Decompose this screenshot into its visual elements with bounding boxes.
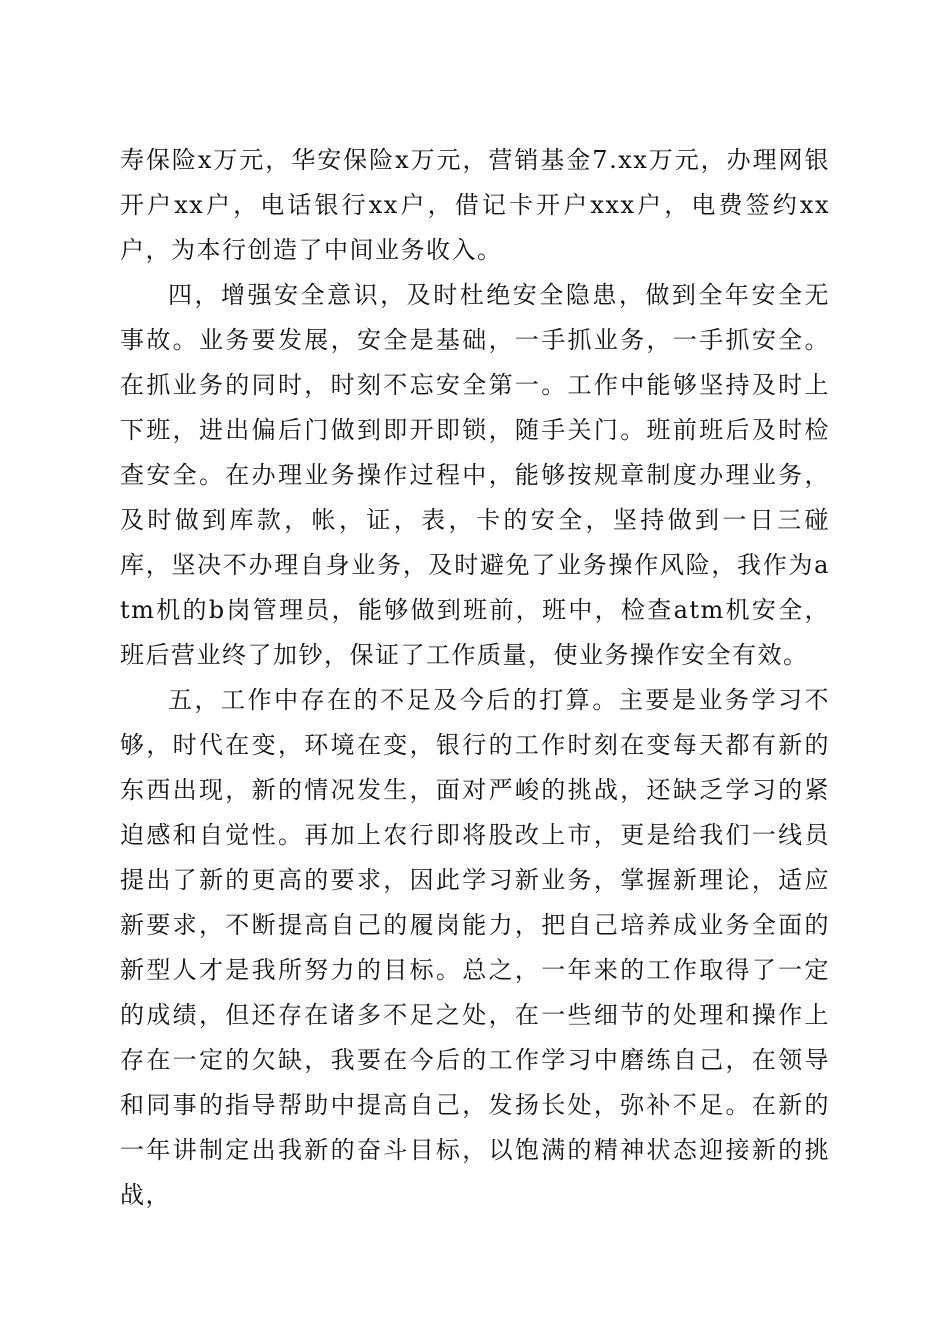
paragraph-section-four-safety: 四，增强安全意识，及时杜绝安全隐患，做到全年安全无事故。业务要发展，安全是基础，一手抓业务，一手抓安全。在抓业务的同时，时刻不忘安全第一。工作中能够坚持及时上下班，进出偏后门做到即开即锁，随手关门。班前班后及时检查安全。在办理业务操作过程中，能够按规章制度办理业务，及时做到库款，帐，证，表，卡的安全，坚持做到一日三碰库，坚决不办理自身业务，及时避免了业务操作风险，我作为atm机的b岗管理员，能够做到班前，班中，检查atm机安全，班后营业终了加钞，保证了工作质量，使业务操作安全有效。 (120, 281, 830, 669)
paragraph-section-five-shortcomings: 五，工作中存在的不足及今后的打算。主要是业务学习不够，时代在变，环境在变，银行的工作时刻在变每天都有新的东西出现，新的情况发生，面对严峻的挑战，还缺乏学习的紧迫感和自觉性。再加上农行即将股改上市，更是给我们一线员提出了新的更高的要求，因此学习新业务，掌握新理论，适应新要求，不断提高自己的履岗能力，把自己培养成业务全面的新型人才是我所努力的目标。总之，一年来的工作取得了一定的成绩，但还存在诸多不足之处，在一些细节的处理和操作上存在一定的欠缺，我要在今后的工作学习中磨练自己，在领导和同事的指导帮助中提高自己，发扬长处，弥补不足。在新的一年讲制定出我新的奋斗目标，以饱满的精神状态迎接新的挑战， (120, 686, 830, 1209)
document-body (120, 138, 830, 1218)
paragraph-income-continuation: 寿保险x万元，华安保险x万元，营销基金7.xx万元，办理网银开户xx户，电话银行xx户，借记卡开户xxx户，电费签约xx户，为本行创造了中间业务收入。 (120, 146, 830, 264)
